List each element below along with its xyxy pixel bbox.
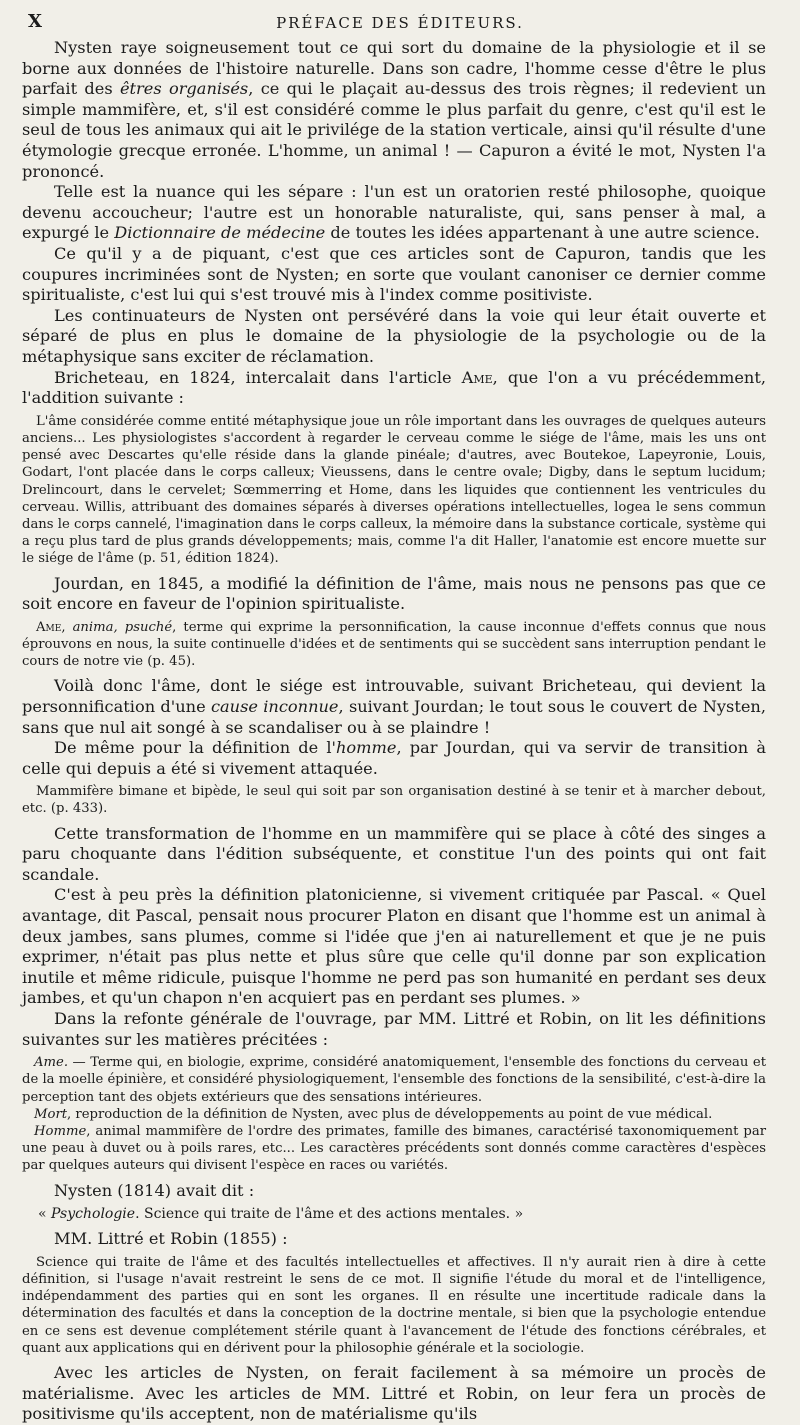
- definition-homme: [22, 1123, 766, 1175]
- italic-run: êtres organisés: [119, 79, 249, 99]
- text-run: , par Jourdan, qui va servir de transition à celle qui depuis a été si vivement attaquée.: [22, 738, 766, 778]
- paragraph-5: [22, 368, 766, 409]
- definition-mort: [22, 1106, 766, 1123]
- paragraph-11: Dans la refonte générale de l'ouvrage, par MM. Littré et Robin, on lit les définitions suivantes sur les matières précitées :: [22, 1009, 766, 1049]
- italic-run: Dictionnaire de médecine: [114, 223, 326, 243]
- text-run: Telle est la nuance qui les sépare : l'un est un oratorien resté philosophe, quoique devenu accoucheur; l'autre est un honorable naturaliste, qui, sans penser à mal, a expurgé le: [22, 182, 766, 243]
- paragraph-9: Cette transformation de l'homme en un mammifère qui se place à côté des singes a paru choquante dans l'édition subséquente, et constitue l'un des points qui ont fait scandale.: [22, 823, 766, 884]
- text-run: , animal mammifère de l'ordre des primates, famille des bimanes, caractérisé taxonomiquement par une peau à duvet ou à poils rares, etc... Les caractères précédents sont donnés comme caractères d'espèces par quelques auteurs qui divisent l'espèce en races ou variétés.: [22, 1124, 766, 1174]
- paragraph-13: MM. Littré et Robin (1855) :: [54, 1229, 288, 1249]
- running-title: PRÉFACE DES ÉDITEURS.: [276, 14, 524, 32]
- italic-run: Homme: [34, 1124, 87, 1140]
- text-run: Bricheteau, en 1824, intercalait dans l'article: [54, 367, 462, 387]
- text-run: «: [38, 1206, 52, 1223]
- paragraph-2: [22, 182, 766, 244]
- quote-jourdan-ame: [22, 619, 766, 671]
- quote-bricheteau: L'âme considérée comme entité métaphysique joue un rôle important dans les ouvrages de quelques auteurs anciens... Les physiologistes s'accordent à regarder le cerveau comme le siége de l'âme, mais les uns ont pensé avec Descartes qu'elle réside dans la glande pinéale; d'autres, avec Boutekoe, Lapeyronie, Louis, Godart, l'ont placée dans le corps calleux; Vieussens, dans le centre ovale; Digby, dans le septum lucidum; Drelincourt, dans le cervelet; Sœmmerring et Home, dans les liquides que contiennent les ventricules du cerveau. Willis, attribuant des domaines séparés à diverses opérations intellectuelles, logea le sens commun dans le corps cannelé, l'imagination dans le corps calleux, la mémoire dans la substance corticale, système qui a reçu plus tard de plus grands développements; mais, comme l'a dit Haller, l'anatomie est encore muette sur le siége de l'âme (p. 51, édition 1824).: [22, 413, 766, 567]
- paragraph-3: Ce qu'il y a de piquant, c'est que ces articles sont de Capuron, tandis que les coupures incriminées sont de Nysten; en sorte que voulant canoniser ce dernier comme spiritualiste, c'est lui qui s'est trouvé mis à l'index comme positiviste.: [22, 243, 766, 305]
- text-run: Nysten raye soigneusement tout ce qui sort du domaine de la physiologie et il se borne aux données de l'histoire naturelle. Dans son cadre, l'homme cesse d'être le plus parfait des: [22, 38, 766, 99]
- italic-run: anima, psuché: [72, 619, 173, 635]
- text-run: , suivant Jourdan; le tout sous le couvert de Nysten, sans que nul ait songé à se scandaliser ou à se plaindre !: [22, 696, 766, 737]
- italic-run: Ame.: [34, 1055, 69, 1071]
- text-run: . Science qui traite de l'âme et des actions mentales. »: [135, 1206, 524, 1223]
- text-run: , ce qui le plaçait au-dessus des trois règnes; il redevient un simple mammifère, et, s'il est considéré comme le plus parfait du genre, c'est qu'il est le seul de tous les animaux qui ait le privilége de la station verticale, ainsi qu'il résulte d'une étymologie grecque erronée. L'homme, un animal ! — Capuron a évité le mot, Nysten l'a prononcé.: [22, 79, 766, 181]
- italic-run: cause inconnue: [210, 696, 339, 716]
- paragraph-1: [22, 38, 766, 182]
- text-run: , reproduction de la définition de Nysten, avec plus de développements au point de vue médical.: [67, 1106, 713, 1122]
- italic-run: homme: [336, 738, 397, 758]
- quote-nysten-psychologie: [22, 1205, 766, 1223]
- paragraph-7: [22, 676, 766, 738]
- text-run: Voilà donc l'âme, dont le siége est introuvable, suivant Bricheteau, qui devient la personnification d'une: [22, 676, 766, 716]
- page-body: [22, 38, 766, 1425]
- text-run: , que l'on a vu précédemment, l'addition suivante :: [22, 367, 766, 408]
- text-run: , terme qui exprime la personnification, la cause inconnue d'effets connus que nous éprouvons en nous, la suite continuelle d'idées et de sentiments qui se succèdent sans interruption pendant le cours de notre vie (p. 45).: [22, 619, 766, 670]
- quote-jourdan-homme: Mammifère bimane et bipède, le seul qui soit par son organisation destiné à se tenir et à marcher debout, etc. (p. 433).: [22, 784, 766, 817]
- paragraph-10: C'est à peu près la définition platonicienne, si vivement critiquée par Pascal. « Quel avantage, dit Pascal, pensait nous procurer Platon en disant que l'homme est un animal à deux jambes, sans plumes, comme si l'idée que j'en ai naturellement et que je ne puis exprimer, n'était pas plus nette et plus sûre que celle qu'il donne par son explication inutile et même ridicule, puisque l'homme ne perd pas son humanité en perdant ses deux jambes, et qu'un chapon n'en acquiert pas en perdant ses plumes. »: [22, 885, 766, 1008]
- paragraph-4: Les continuateurs de Nysten ont persévéré dans la voie qui leur était ouverte et séparé de plus en plus le domaine de la physiologie de la psychologie ou de la métaphysique sans exciter de réclamation.: [22, 305, 766, 366]
- paragraph-12: Nysten (1814) avait dit :: [54, 1180, 255, 1200]
- paragraph-14: Avec les articles de Nysten, on ferait facilement à sa mémoire un procès de matérialisme. Avec les articles de MM. Littré et Robin, on leur fera un procès de positivisme qu'ils acceptent, non de matérialisme qu'ils: [22, 1363, 766, 1424]
- definition-ame: [22, 1054, 766, 1106]
- text-run: ,: [61, 619, 73, 635]
- page-header: [0, 0, 800, 40]
- text-run: de toutes les idées appartenant à une autre science.: [325, 223, 760, 243]
- page-number: X: [28, 11, 42, 32]
- paragraph-6: Jourdan, en 1845, a modifié la définition de l'âme, mais nous ne pensons pas que ce soit encore en faveur de l'opinion spiritualiste.: [22, 573, 766, 614]
- italic-run: Psychologie: [51, 1206, 136, 1223]
- small-caps-run: Ame: [36, 619, 62, 635]
- italic-run: Mort: [34, 1106, 68, 1122]
- quote-littre-robin: Science qui traite de l'âme et des facultés intellectuelles et affectives. Il n'y aurait rien à dire à cette définition, si l'usage n'avait restreint le sens de ce mot. Il signifie l'étude du moral et de l'intelligence, indépendamment des parties qui en sont les organes. Il en résulte une incertitude radicale dans la détermination des facultés et dans la conception de la doctrine mentale, si bien que la psychologie entendue en ce sens est devenue complétement stérile quant à l'avancement de l'étude des fonctions cérébrales, et quant aux applications qui en dérivent pour la philosophie générale et la sociologie.: [22, 1254, 766, 1356]
- small-caps-run: Ame: [461, 367, 493, 387]
- text-run: — Terme qui, en biologie, exprime, considéré anatomiquement, l'ensemble des fonctions du cerveau et de la moelle épinière, et considéré physiologiquement, l'ensemble des fonctions de la sensibilité, c'est-à-dire la perception tant des objets extérieurs que des sensations intérieures.: [22, 1055, 766, 1105]
- paragraph-8: [22, 738, 766, 779]
- text-run: De même pour la définition de l': [54, 738, 336, 758]
